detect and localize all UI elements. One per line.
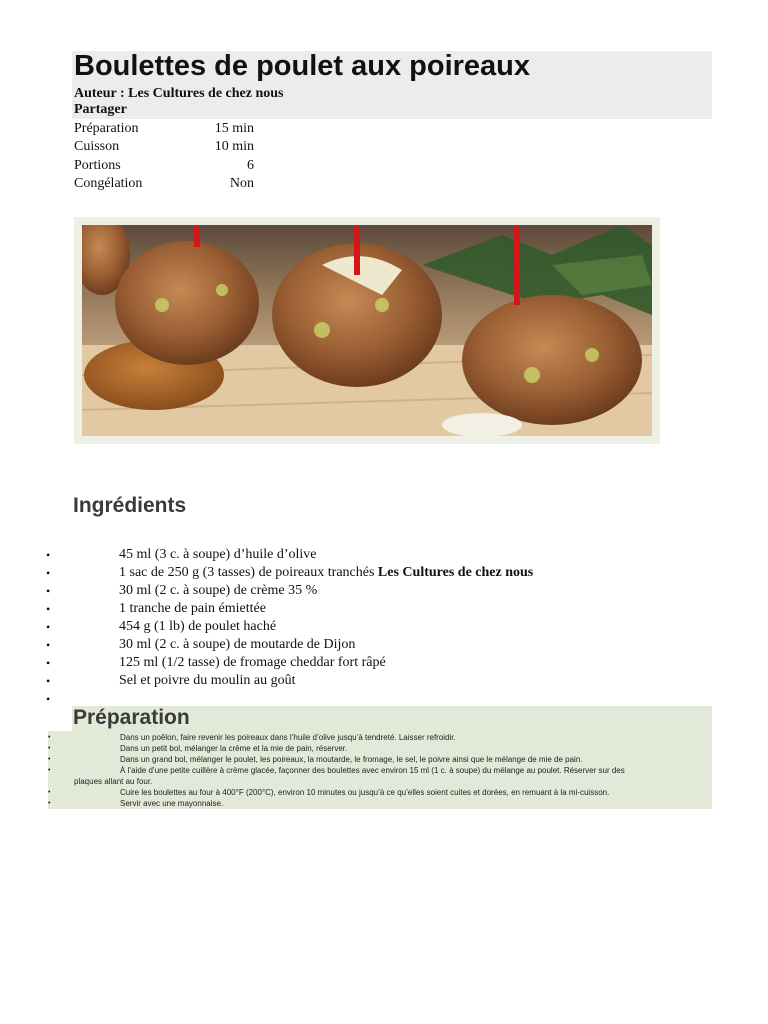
ingredient-text: 1 sac de 250 g (3 tasses) de poireaux tranchés Les Cultures de chez nous [119, 565, 534, 580]
list-item [0, 798, 638, 809]
ingredient-text: 1 tranche de pain émiettée [119, 601, 266, 616]
meta-row-servings [74, 157, 254, 175]
list-item [0, 754, 638, 765]
bullet-icon: • [46, 584, 51, 598]
share-link[interactable]: Partager [74, 102, 127, 117]
meta-row-preparation [74, 120, 254, 138]
meta-value: 6 [247, 157, 254, 173]
recipe-photo [74, 217, 660, 444]
meta-value: Non [229, 175, 254, 191]
step-text: Dans un grand bol, mélanger le poulet, les poireaux, la moutarde, le fromage, le sel, le poivre ainsi que le mélange de mie de pain. [120, 755, 583, 764]
bullet-icon: • [48, 800, 51, 807]
meta-row-cooking [74, 138, 254, 156]
ingredient-text: 30 ml (2 c. à soupe) de moutarde de Dijon [119, 637, 356, 652]
recipe-meta-table [74, 120, 254, 193]
preparation-heading: Préparation [73, 706, 190, 729]
list-item [0, 743, 638, 754]
list-item [0, 732, 638, 743]
bullet-icon: • [48, 767, 51, 774]
bullet-icon: • [46, 602, 51, 616]
meta-label: Portions [74, 157, 121, 173]
meatballs-photo-illustration [82, 225, 652, 436]
bullet-icon: • [46, 548, 51, 562]
ingredient-text: 30 ml (2 c. à soupe) de crème 35 % [119, 583, 318, 598]
step-text: À l’aide d’une petite cuillère à crème glacée, façonner des boulettes avec environ 15 ml (1 c. à soupe) du mélange au poulet. Réserver sur des plaques allant au four. [74, 766, 625, 786]
bullet-icon: • [46, 620, 51, 634]
bullet-icon: • [46, 638, 51, 652]
ingredients-heading: Ingrédients [73, 494, 187, 517]
bullet-icon: • [46, 674, 51, 688]
bullet-icon: • [46, 692, 51, 706]
ingredient-text: 125 ml (1/2 tasse) de fromage cheddar fort râpé [119, 655, 386, 670]
bullet-icon: • [48, 734, 51, 741]
bullet-icon: • [48, 756, 51, 763]
step-text: Cuire les boulettes au four à 400°F (200°C), environ 10 minutes ou jusqu’à ce qu’elles soient cuites et dorées, en remuant à la mi-cuisson. [120, 788, 610, 797]
meta-value: 10 min [214, 139, 254, 155]
step-text: Servir avec une mayonnaise. [120, 799, 224, 808]
meta-label: Congélation [74, 175, 143, 191]
bullet-icon: • [46, 656, 51, 670]
ingredient-text: 454 g (1 lb) de poulet haché [119, 619, 277, 634]
meta-value: 15 min [214, 121, 254, 136]
recipe-title: Boulettes de poulet aux poireaux [74, 50, 531, 82]
ingredient-text: Sel et poivre du moulin au goût [119, 673, 296, 688]
list-item [0, 765, 638, 787]
step-text: Dans un petit bol, mélanger la crème et la mie de pain, réserver. [120, 744, 348, 753]
bullet-icon: • [48, 745, 51, 752]
bullet-icon: • [46, 566, 51, 580]
author-line: Auteur : Les Cultures de chez nous [74, 86, 284, 101]
ingredient-text: 45 ml (3 c. à soupe) d’huile d’olive [119, 547, 317, 562]
step-text: Dans un poêlon, faire revenir les poireaux dans l’huile d’olive jusqu’à tendreté. Laisser refroidir. [120, 733, 456, 742]
meta-row-freezing [74, 175, 254, 193]
list-item [0, 787, 638, 798]
preparation-steps-list [0, 732, 638, 809]
meta-label: Cuisson [74, 139, 120, 155]
bullet-icon: • [48, 789, 51, 796]
meta-label: Préparation [74, 121, 139, 136]
